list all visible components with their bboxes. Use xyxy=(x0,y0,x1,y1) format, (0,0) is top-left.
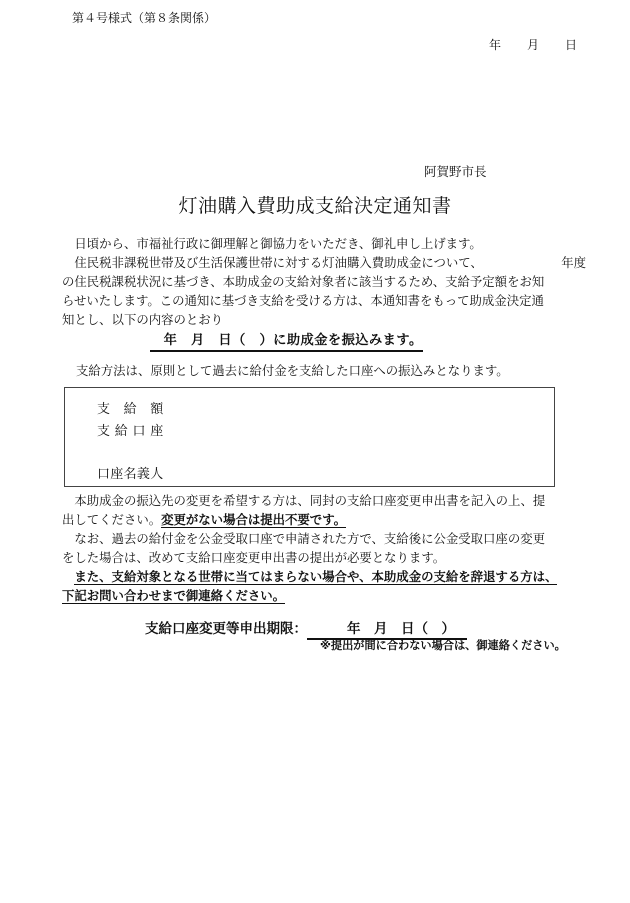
intro-line-2-right: 年度 xyxy=(561,255,586,270)
change-line-3: なお、過去の給付金を公金受取口座で申請された方で、支給後に公金受取口座の変更 xyxy=(74,531,545,546)
date-year: 年 xyxy=(489,38,502,52)
payment-method: 支給方法は、原則として過去に給付金を支給した口座への振込みとなります。 xyxy=(76,363,509,378)
deadline-note: ※提出が間に合わない場合は、御連絡ください。 xyxy=(320,639,566,652)
amount-label: 支 給 額 xyxy=(97,402,164,417)
change-line-2-plain: 出してください。 xyxy=(62,512,162,527)
intro-paragraph xyxy=(62,234,586,329)
form-number: 第４号様式（第８条関係） xyxy=(72,11,217,25)
bold-notice-line-2 xyxy=(62,586,586,605)
date-day: 日 xyxy=(565,38,578,52)
intro-line-4: らせいたします。この通知に基づき支給を受ける方は、本通知書をもって助成金決定通 xyxy=(62,293,544,308)
bold-notice-text-2: 下記お問い合わせまで御連絡ください。 xyxy=(62,588,286,603)
deadline-value: 年 月 日（ ） xyxy=(307,617,467,640)
no-change-note: 変更がない場合は提出不要です。 xyxy=(161,512,346,527)
payment-info-box xyxy=(64,387,555,487)
intro-line-2-left: 住民税非課税世帯及び生活保護世帯に対する灯油購入費助成金について、 xyxy=(74,255,483,270)
intro-line-2 xyxy=(62,253,586,272)
change-line-4: をした場合は、改めて支給口座変更申出書の提出が必要となります。 xyxy=(62,550,446,565)
issue-date xyxy=(489,36,577,53)
transfer-notice: 年 月 日（ ）に助成金を振込みます。 xyxy=(150,329,423,352)
holder-label: 口座名義人 xyxy=(97,467,164,482)
bold-notice-line-1 xyxy=(62,567,586,586)
change-paragraph xyxy=(62,491,586,605)
intro-line-1: 日頃から、市福祉行政に御理解と御協力をいただき、御礼申し上げます。 xyxy=(74,236,482,251)
account-label: 支 給 口 座 xyxy=(97,424,164,439)
date-month: 月 xyxy=(527,38,540,52)
document-title: 灯油購入費助成支給決定通知書 xyxy=(178,195,452,217)
change-line-2 xyxy=(62,510,586,529)
intro-line-3: の住民税課税状況に基づき、本助成金の支給対象者に該当するため、支給予定額をお知 xyxy=(62,274,545,289)
bold-notice-text-1: また、支給対象となる世帯に当てはまらない場合や、本助成金の支給を辞退する方は、 xyxy=(74,569,558,584)
deadline-label: 支給口座変更等申出期限： xyxy=(145,621,307,637)
change-line-1: 本助成金の振込先の変更を希望する方は、同封の支給口座変更申出書を記入の上、提 xyxy=(74,493,546,508)
issuer: 阿賀野市長 xyxy=(424,164,487,179)
intro-line-5: 知とし、以下の内容のとおり xyxy=(62,312,224,327)
